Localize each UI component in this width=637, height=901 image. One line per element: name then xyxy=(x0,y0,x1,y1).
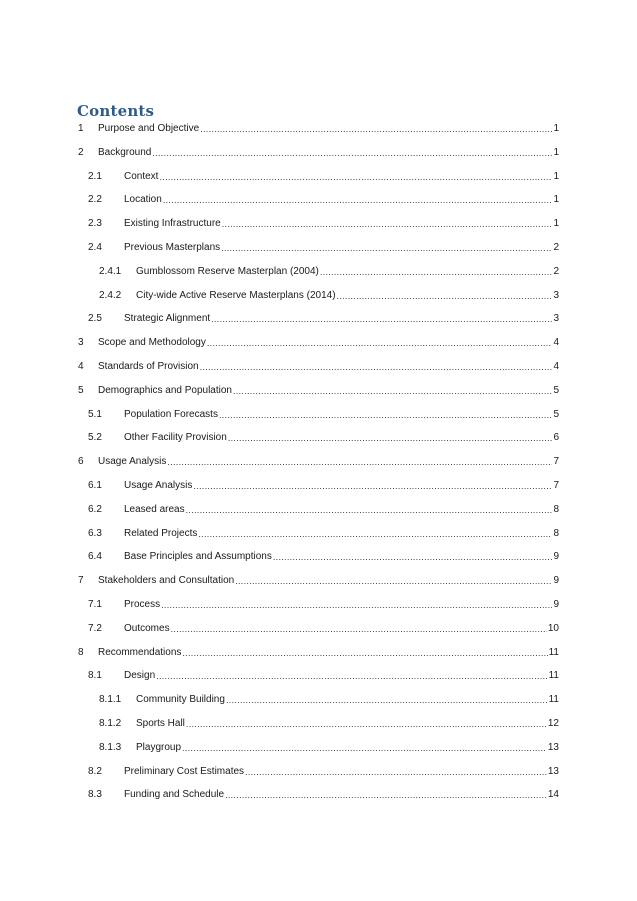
toc-entry-page-number: 5 xyxy=(553,408,559,420)
toc-entry-number: 5.1 xyxy=(88,408,102,420)
toc-dot-leader xyxy=(233,385,552,397)
toc-entry-page-number: 2 xyxy=(553,265,559,277)
toc-entry-label: Funding and Schedule xyxy=(124,789,225,801)
toc-entry-page-number: 11 xyxy=(548,694,559,706)
toc-entry-label: Community Building xyxy=(136,694,225,706)
toc-dot-leader xyxy=(182,742,547,754)
toc-dot-leader xyxy=(193,480,552,492)
toc-dot-leader xyxy=(221,242,552,254)
toc-entry-label: Sports Hall xyxy=(136,718,185,729)
toc-entry-page-number: 2 xyxy=(553,242,559,253)
toc-entry-label: Playgroup xyxy=(136,741,182,753)
toc-entry-page-number: 1 xyxy=(553,194,559,206)
toc-entry-number: 2.1 xyxy=(88,170,102,182)
toc-entry-number: 5.2 xyxy=(88,432,102,444)
toc-entry-label: Context xyxy=(124,170,159,182)
toc-entry-label: Scope and Methodology xyxy=(98,337,206,349)
toc-entry-label: Base Principles and Assumptions xyxy=(124,551,272,563)
toc-entry-page-number: 6 xyxy=(553,432,559,444)
toc-dot-leader xyxy=(273,551,553,563)
toc-entry-page-number: 1 xyxy=(553,123,559,134)
toc-entry-number: 6 xyxy=(78,456,84,468)
toc-entry-number: 8.1.3 xyxy=(99,741,122,753)
toc-entry[interactable] xyxy=(88,621,559,635)
toc-dot-leader xyxy=(228,432,553,444)
toc-entry-page-number: 8 xyxy=(553,503,559,515)
toc-entry-page-number: 1 xyxy=(553,218,559,230)
toc-dot-leader xyxy=(161,599,552,611)
toc-entry-number: 2.4.1 xyxy=(99,265,122,277)
toc-entry-label: Recommendations xyxy=(98,646,182,658)
toc-entry[interactable] xyxy=(99,264,559,278)
toc-entry-page-number: 9 xyxy=(553,599,559,610)
toc-entry-label: Existing Infrastructure xyxy=(124,218,221,230)
toc-dot-leader xyxy=(222,218,553,230)
toc-entry-page-number: 9 xyxy=(553,575,559,587)
toc-entry[interactable] xyxy=(88,311,559,325)
toc-entry-page-number: 1 xyxy=(553,146,559,158)
toc-entry-label: Process xyxy=(124,599,161,610)
toc-dot-leader xyxy=(219,409,552,421)
toc-entry-page-number: 13 xyxy=(547,765,559,777)
toc-entry-number: 6.2 xyxy=(88,503,102,515)
toc-entry-label: Design xyxy=(124,670,156,682)
toc-dot-leader xyxy=(163,194,553,206)
toc-entry-number: 7 xyxy=(78,575,84,587)
toc-entry-page-number: 11 xyxy=(548,670,559,682)
toc-entry[interactable] xyxy=(88,526,559,540)
toc-entry-page-number: 10 xyxy=(547,622,559,634)
toc-entry-number: 6.4 xyxy=(88,551,102,563)
toc-entry-label: Usage Analysis xyxy=(98,456,167,468)
toc-entry-number: 2.3 xyxy=(88,218,102,230)
toc-entry-page-number: 12 xyxy=(547,718,559,729)
toc-entry[interactable] xyxy=(99,692,559,706)
toc-entry[interactable] xyxy=(78,454,559,468)
toc-entry-label: Usage Analysis xyxy=(124,480,193,491)
toc-entry-label: Location xyxy=(124,194,162,206)
toc-entry-label: Strategic Alignment xyxy=(124,313,211,325)
toc-entry-page-number: 8 xyxy=(553,527,559,539)
toc-entry-label: Outcomes xyxy=(124,622,170,634)
toc-dot-leader xyxy=(225,789,547,801)
toc-entry-label: Other Facility Provision xyxy=(124,432,227,444)
toc-entry-number: 8.1.1 xyxy=(99,694,122,706)
toc-entry-page-number: 9 xyxy=(553,551,559,563)
toc-entry-number: 8.1.2 xyxy=(99,718,122,729)
toc-entry-page-number: 11 xyxy=(548,646,559,658)
toc-entry-page-number: 3 xyxy=(553,289,559,301)
toc-entry-label: Demographics and Population xyxy=(98,384,232,396)
toc-entry[interactable] xyxy=(88,407,559,421)
toc-dot-leader xyxy=(167,456,552,468)
toc-entry-label: Gumblossom Reserve Masterplan (2004) xyxy=(136,265,319,277)
toc-dot-leader xyxy=(200,123,552,135)
toc-entry-number: 1 xyxy=(78,123,84,134)
toc-entry[interactable] xyxy=(88,169,559,183)
toc-entry[interactable] xyxy=(78,335,559,349)
toc-dot-leader xyxy=(320,266,553,278)
toc-title: Contents xyxy=(77,102,155,120)
toc-entry-label: Preliminary Cost Estimates xyxy=(124,765,245,777)
toc-entry[interactable] xyxy=(88,478,559,492)
toc-entry-page-number: 14 xyxy=(547,789,559,801)
toc-entry-label: Background xyxy=(98,146,152,158)
toc-entry-label: City-wide Active Reserve Masterplans (2014) xyxy=(136,289,336,301)
toc-entry-number: 2.4 xyxy=(88,242,102,253)
toc-entry[interactable] xyxy=(78,121,559,135)
toc-dot-leader xyxy=(245,766,547,778)
toc-entry[interactable] xyxy=(88,764,559,778)
toc-entry-number: 2.4.2 xyxy=(99,289,122,301)
toc-entry-number: 7.2 xyxy=(88,622,102,634)
toc-dot-leader xyxy=(337,290,553,302)
toc-entry-page-number: 4 xyxy=(553,337,559,349)
toc-entry-label: Previous Masterplans xyxy=(124,242,221,253)
toc-entry[interactable] xyxy=(78,383,559,397)
toc-entry-number: 2.5 xyxy=(88,313,102,325)
toc-entry[interactable] xyxy=(78,573,559,587)
toc-entry[interactable] xyxy=(88,430,559,444)
toc-entry-number: 8.3 xyxy=(88,789,102,801)
toc-entry-number: 2.2 xyxy=(88,194,102,206)
toc-dot-leader xyxy=(182,647,547,659)
toc-entry-label: Leased areas xyxy=(124,503,185,515)
toc-entry-page-number: 3 xyxy=(553,313,559,325)
toc-entry[interactable] xyxy=(88,787,559,801)
toc-dot-leader xyxy=(200,361,553,373)
toc-entry-page-number: 13 xyxy=(547,741,559,753)
toc-entry-number: 8.1 xyxy=(88,670,102,682)
toc-dot-leader xyxy=(226,694,548,706)
toc-entry[interactable] xyxy=(88,216,559,230)
toc-entry-label: Population Forecasts xyxy=(124,408,218,420)
toc-entry-page-number: 5 xyxy=(553,384,559,396)
toc-entry-number: 3 xyxy=(78,337,84,349)
toc-entry-page-number: 7 xyxy=(553,480,559,491)
toc-entry[interactable] xyxy=(88,668,559,682)
toc-dot-leader xyxy=(186,504,553,516)
toc-dot-leader xyxy=(152,147,552,159)
toc-entry-number: 8.2 xyxy=(88,765,102,777)
toc-dot-leader xyxy=(235,575,552,587)
toc-dot-leader xyxy=(211,313,552,325)
toc-entry[interactable] xyxy=(88,502,559,516)
toc-dot-leader xyxy=(207,337,553,349)
toc-entry[interactable] xyxy=(99,716,559,730)
toc-entry-page-number: 4 xyxy=(553,361,559,372)
toc-entry[interactable] xyxy=(88,549,559,563)
toc-entry-number: 5 xyxy=(78,384,84,396)
toc-entry[interactable] xyxy=(88,192,559,206)
toc-entry-number: 6.3 xyxy=(88,527,102,539)
toc-dot-leader xyxy=(159,171,552,183)
toc-entry-number: 4 xyxy=(78,361,84,372)
toc-entry[interactable] xyxy=(78,645,559,659)
toc-entry-page-number: 7 xyxy=(553,456,559,468)
toc-entry[interactable] xyxy=(88,597,559,611)
toc-entry-page-number: 1 xyxy=(553,170,559,182)
toc-entry-number: 6.1 xyxy=(88,480,102,491)
toc-entry-label: Related Projects xyxy=(124,527,198,539)
toc-entry-number: 8 xyxy=(78,646,84,658)
toc-entry[interactable] xyxy=(78,145,559,159)
toc-dot-leader xyxy=(171,623,547,635)
toc-dot-leader xyxy=(186,718,547,730)
toc-entry[interactable] xyxy=(78,359,559,373)
toc-entry-number: 2 xyxy=(78,146,84,158)
toc-dot-leader xyxy=(156,670,547,682)
toc-entry-number: 7.1 xyxy=(88,599,102,610)
toc-entry-label: Stakeholders and Consultation xyxy=(98,575,235,587)
toc-entry-label: Purpose and Objective xyxy=(98,123,200,134)
toc-entry-label: Standards of Provision xyxy=(98,361,199,372)
toc-entry[interactable] xyxy=(99,288,559,302)
toc-dot-leader xyxy=(198,528,552,540)
toc-entry[interactable] xyxy=(99,740,559,754)
toc-entry[interactable] xyxy=(88,240,559,254)
